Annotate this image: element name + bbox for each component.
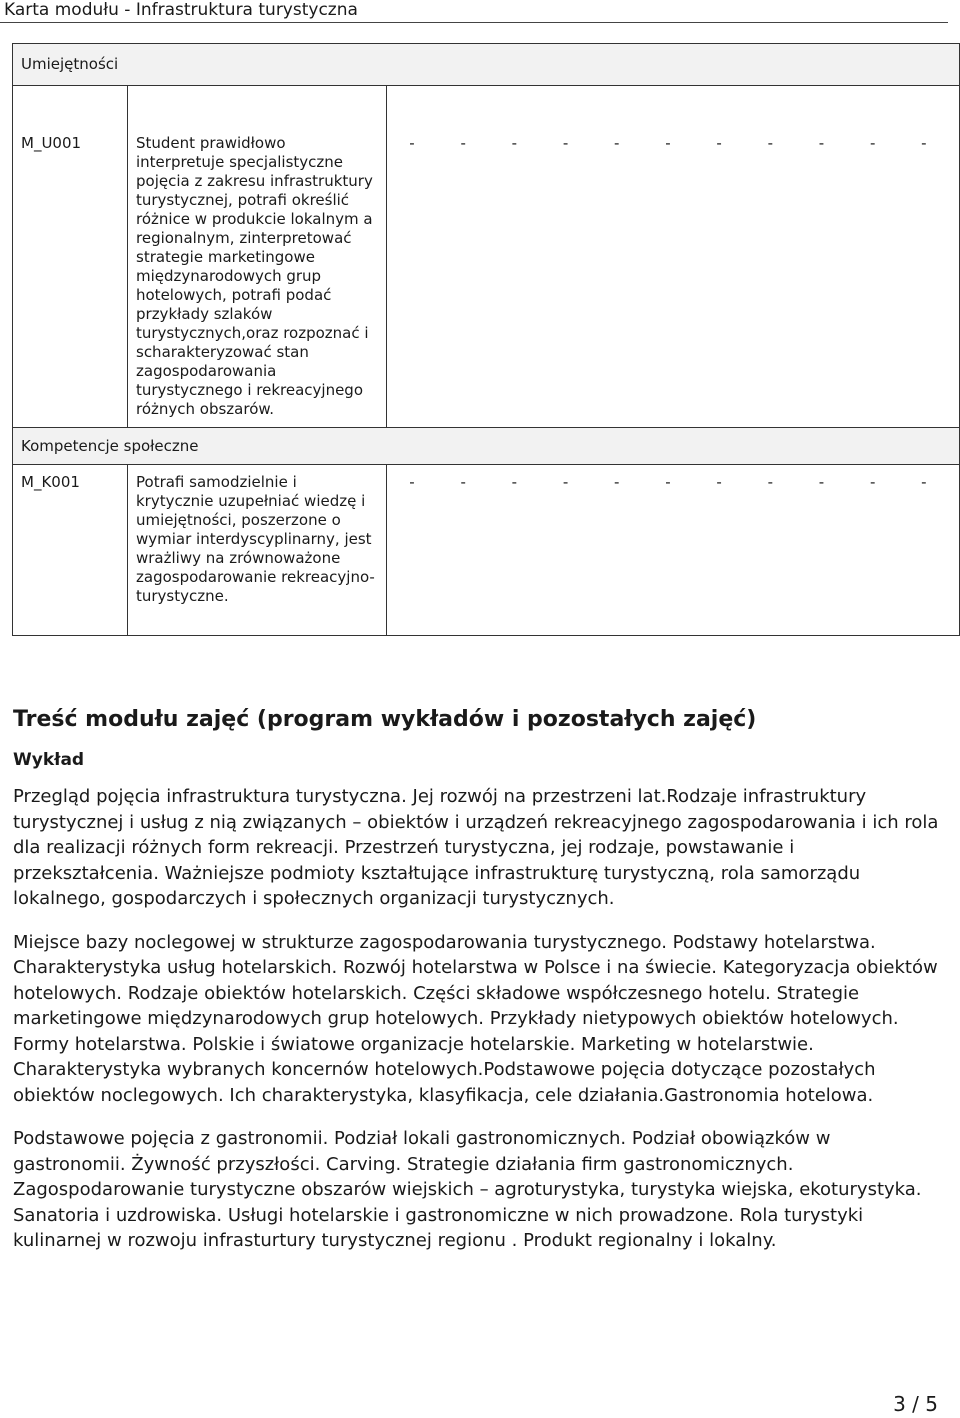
mark-cell: - <box>511 134 518 152</box>
learning-outcomes-table <box>12 43 960 636</box>
mark-cell: - <box>665 134 671 152</box>
mark-cell: - <box>818 473 825 491</box>
mark-cell: - <box>614 473 620 491</box>
marks-list <box>387 473 959 491</box>
outcome-description: Potrafi samodzielnie i krytycznie uzupełniać wiedzę i umiejętności, poszerzone o wymiar interdyscyplinarny, jest wrażliwy na zrównoważone zagospodarowanie rekreacyjno-turystyczne. <box>128 465 387 636</box>
page-number: 3 / 5 <box>893 1392 938 1416</box>
mark-cell: - <box>818 134 825 152</box>
outcome-row <box>13 86 960 428</box>
lecture-subheading: Wykład <box>13 750 85 770</box>
mark-cell: - <box>716 473 722 491</box>
section-row-skills <box>13 44 960 86</box>
section-title-social-competences: Kompetencje społeczne <box>13 428 960 465</box>
content-paragraph: Miejsce bazy noclegowej w strukturze zagospodarowania turystycznego. Podstawy hotelarstwa. Charakterystyka usług hotelarskich. Rozwój hotelarstwa w Polsce i na świecie. Kategoryzacja obiektów hotelowych. Rodzaje obiektów hotelarskich. Części składowe współczesnego hotelu. Strategie marketingowe międzynarodowych grup hotelowych. Przykłady nietypowych obiektów hotelowych. Formy hotelarstwa. Polskie i światowe organizacje hotelarskie. Marketing w hotelarstwie. Charakterystyka wybranych koncernów hotelowych.Podstawowe pojęcia dotyczące pozostałych obiektów noclegowych. Ich charakterystyka, klasyfikacja, cele działania.Gastronomia hotelowa. <box>13 931 938 1106</box>
marks-list <box>387 134 959 152</box>
content-heading: Treść modułu zajęć (program wykładów i pozostałych zajęć) <box>13 707 757 732</box>
mark-cell: - <box>614 134 620 152</box>
mark-cell: - <box>716 134 722 152</box>
mark-cell: - <box>665 473 671 491</box>
mark-cell: - <box>869 473 876 491</box>
mark-cell: - <box>562 134 569 152</box>
header-divider <box>0 22 948 23</box>
module-content <box>13 705 945 1254</box>
content-paragraph: Przegląd pojęcia infrastruktura turystyczna. Jej rozwój na przestrzeni lat.Rodzaje infrastruktury turystycznej i usług z nią związanych – obiektów i urządzeń rekreacyjnego zagospodarowania i ich rola dla realizacji różnych form rekreacji. Przestrzeń turystyczna, jej rodzaje, powstawanie i przekształcenia. Ważniejsze podmioty kształtujące infrastrukturę turystyczną, rola samorządu lokalnego, gospodarczych i społecznych organizacji turystycznych. <box>13 786 939 909</box>
outcome-marks <box>387 465 960 636</box>
mark-cell: - <box>869 134 876 152</box>
outcome-code: M_K001 <box>13 465 128 636</box>
mark-cell: - <box>460 134 466 152</box>
section-title-skills: Umiejętności <box>13 44 960 86</box>
outcome-marks <box>387 86 960 428</box>
content-paragraph: Podstawowe pojęcia z gastronomii. Podział lokali gastronomicznych. Podział obowiązków w gastronomii. Żywność przyszłości. Carving. Strategie działania firm gastronomicznych. Zagospodarowanie turystyczne obszarów wiejskich – agroturystyka, turystyka wiejska, ekoturystyka. Sanatoria i uzdrowiska. Usługi hotelarskie i gastronomiczne w nich prowadzone. Rola turystyki kulinarnej w rozwoju infrasturtury turystycznej regionu . Produkt regionalny i lokalny. <box>13 1128 922 1251</box>
outcome-code: M_U001 <box>13 86 128 428</box>
outcome-row <box>13 465 960 636</box>
section-row-social-competences <box>13 428 960 465</box>
mark-cell: - <box>460 473 466 491</box>
mark-cell: - <box>921 473 927 491</box>
mark-cell: - <box>409 473 415 491</box>
mark-cell: - <box>409 134 415 152</box>
mark-cell: - <box>511 473 518 491</box>
mark-cell: - <box>767 473 774 491</box>
outcome-description: Student prawidłowo interpretuje specjalistyczne pojęcia z zakresu infrastruktury turystycznej, potrafi określić różnice w produkcie lokalnym a regionalnym, zinterpretować strategie marketingowe międzynarodowych grup hotelowych, potrafi podać przykłady szlaków turystycznych,oraz rozpoznać i scharakteryzować stan zagospodarowania turystycznego i rekreacyjnego różnych obszarów. <box>128 86 387 428</box>
document-header-title: Karta modułu - Infrastruktura turystyczna <box>4 0 358 20</box>
mark-cell: - <box>562 473 569 491</box>
mark-cell: - <box>767 134 774 152</box>
mark-cell: - <box>921 134 927 152</box>
